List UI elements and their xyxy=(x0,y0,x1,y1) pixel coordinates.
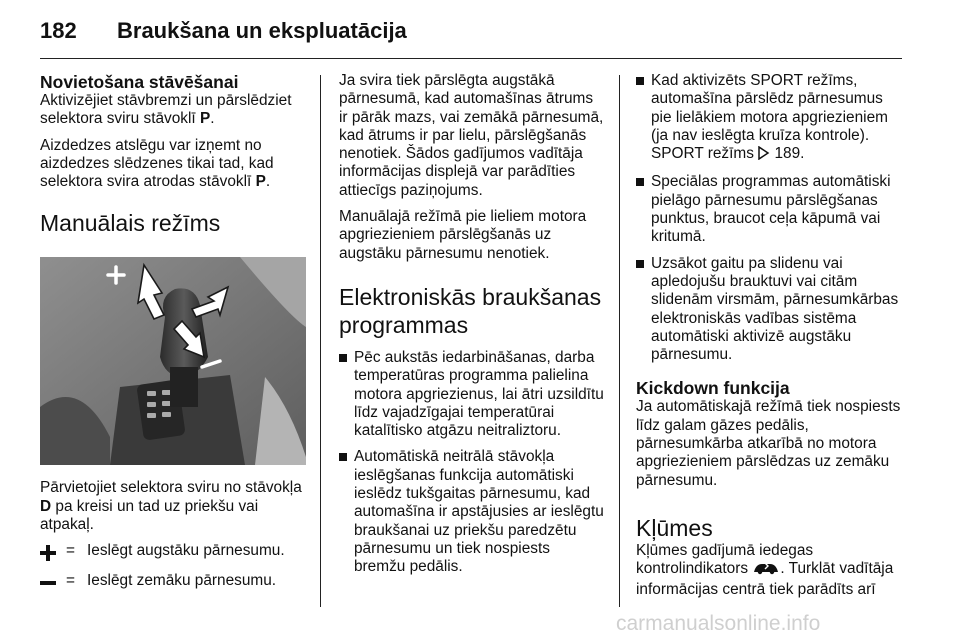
parking-paragraph-1 xyxy=(40,92,306,129)
list-item xyxy=(339,349,605,440)
equals-sign: = xyxy=(66,572,75,590)
text-run: Aktivizējiet stāvbremzi un pārslēdziet selektora sviru stāvoklī xyxy=(40,92,292,128)
bullet-square-icon xyxy=(339,453,347,461)
column-divider xyxy=(619,75,620,607)
electronic-programs-heading: Elektroniskās braukšanas programmas xyxy=(339,283,602,338)
list-item xyxy=(636,173,904,246)
text-run: Pārvietojiet selektora sviru no stāvokļa xyxy=(40,479,302,497)
bullet-square-icon xyxy=(636,77,644,85)
text-run: Aizdedzes atslēgu var izņemt no aizdedzes slēdzenes tikai tad, kad selektora svira atrodas stāvoklī xyxy=(40,136,274,191)
list-item-text: Pēc aukstās iedarbināšanas, darba temperatūras programma palielina motora apgriezienus, lai ātri uzsildītu līdz vajadzīgajai temperatūrai katalītisko atgāzu neitraliztoru. xyxy=(354,348,604,440)
list-item-text: Uzsākot gaitu pa slidenu vai apledojušu brauktuvi vai citām slidenām virsmām, pārnesumkārbas elektroniskās vadības sistēma automātiski aktivizē augstāku pārnesumu. xyxy=(651,254,899,364)
minus-icon xyxy=(40,575,56,596)
text-run: . xyxy=(265,173,271,191)
equals-sign: = xyxy=(66,542,75,560)
selector-position: P xyxy=(199,110,211,128)
parking-heading: Novietošana stāvēšanai xyxy=(40,72,239,92)
gear-selector-illustration xyxy=(40,257,306,465)
chapter-title: Braukšana un ekspluatācija xyxy=(117,18,407,43)
column-1 xyxy=(40,72,306,602)
transmission-warning-icon xyxy=(752,561,780,580)
column-3 xyxy=(636,72,904,607)
column-2 xyxy=(339,72,605,585)
selector-position: P xyxy=(255,173,266,191)
selector-position: D xyxy=(40,497,52,515)
text-run: . xyxy=(800,145,805,163)
photo-caption xyxy=(40,479,306,534)
manual-mode-heading: Manuālais režīms xyxy=(40,210,221,237)
kickdown-paragraph: Ja automātiskajā režīmā tiek nospiests līdz galam gāzes pedālis, pārnesumkārba atkarībā no motora apgriezieniem pārslēdzas uz zemāku pārnesumu. xyxy=(636,398,901,489)
gear-up-row xyxy=(40,542,306,566)
list-item-text: Kad aktivizēts SPORT režīms, automašīna pārslēdz pārnesumus pie lielākiem motora apgriezieniem (ja nav ieslēgta kruīza kontrole). SPORT režīms xyxy=(651,72,888,163)
text-run: pa kreisi un tad uz priekšu vai atpakaļ. xyxy=(40,497,259,534)
gear-selector-photo xyxy=(40,257,306,465)
text-run: . xyxy=(210,110,215,128)
gear-up-text: Ieslēgt augstāku pārnesumu. xyxy=(87,542,285,560)
manual-rpm-paragraph: Manuālajā režīmā pie lieliem motora apgriezieniem pārslēgšanās uz augstāku pārnesumu nenotiek. xyxy=(339,208,587,262)
gear-down-row xyxy=(40,572,306,596)
list-item-text: Speciālas programmas automātiski pielāgo pārnesumu pārslēgšanas punktus, braucot ceļa kāpumā vai kritumā. xyxy=(651,173,891,246)
column-divider xyxy=(320,75,321,607)
list-item xyxy=(636,72,904,165)
bullet-square-icon xyxy=(636,178,644,186)
list-item xyxy=(339,448,605,576)
text-run: . Turklāt vadītāja informācijas centrā tiek parādīts arī xyxy=(636,560,894,598)
page-header xyxy=(40,14,902,59)
gear-down-text: Ieslēgt zemāku pārnesumu. xyxy=(87,572,277,590)
shift-limit-paragraph: Ja svira tiek pārslēgta augstākā pārnesumā, kad automašīnas ātrums ir pārāk mazs, vai zemākā pārnesumā, kad ātrums ir par lielu, pārslēgšanās nenotiek. Šādos gadījumos vadītāja informācijas displejā var parādīties attiecīgs paziņojums. xyxy=(339,72,604,199)
page-reference-icon xyxy=(758,146,770,165)
plus-icon xyxy=(40,545,56,566)
parking-paragraph-2 xyxy=(40,137,306,192)
page-reference[interactable]: 189 xyxy=(774,145,801,163)
list-item xyxy=(636,255,904,365)
bullet-square-icon xyxy=(636,260,644,268)
page-number: 182 xyxy=(40,18,77,43)
list-item-text: Automātiskā neitrālā stāvokļa ieslēgšanas funkcija automātiski ieslēdz tukšgaitas pārnesumu, kad automašīna ir apstājusies ar ieslēgtu braukšanai uz priekšu paredzētu pārnesumu un tiek nospiests bremžu pedālis. xyxy=(354,448,604,576)
kickdown-heading: Kickdown funkcija xyxy=(636,378,790,399)
text-run: Kļūmes gadījumā iedegas kontrolindikators xyxy=(636,541,814,578)
faults-paragraph xyxy=(636,542,904,599)
watermark: carmanualsonline.info xyxy=(616,612,821,635)
bullet-square-icon xyxy=(339,354,347,362)
faults-heading: Kļūmes xyxy=(636,514,713,541)
